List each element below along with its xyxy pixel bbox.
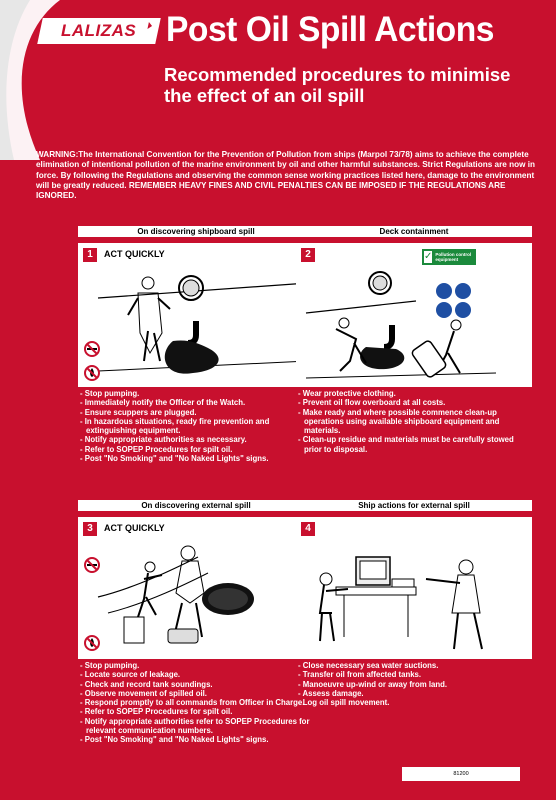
list-item: - Respond promptly to all commands from Officer in Charge.: [78, 698, 314, 707]
list-item: - Log oil spill movement.: [296, 698, 532, 707]
list-item: - Wear protective clothing.: [296, 389, 532, 398]
subtitle-line-2: the effect of an oil spill: [164, 85, 365, 106]
list-item: - Assess damage.: [296, 689, 532, 698]
eye-protection-icon: [455, 283, 471, 299]
no-smoking-icon: [84, 557, 100, 573]
brand-logo-text: LALIZAS: [61, 21, 137, 40]
list-item: - Check and record tank soundings.: [78, 680, 314, 689]
product-code: 81200: [402, 767, 520, 781]
hard-hat-icon: [436, 283, 452, 299]
checkmark-icon: ✓: [424, 251, 433, 262]
panel-shipboard-spill: [78, 226, 314, 463]
panel-header: Ship actions for external spill: [296, 500, 532, 511]
list-item: - Stop pumping.: [78, 661, 314, 670]
panel-illustration: [296, 243, 532, 387]
panel-external-spill: [78, 500, 314, 745]
step-number: 4: [301, 522, 315, 536]
act-quickly-label: ACT QUICKLY: [104, 249, 165, 259]
shipboard-spill-illustration: [78, 243, 314, 387]
ship-actions-illustration: [296, 517, 532, 659]
action-list: [296, 389, 532, 454]
no-naked-lights-icon: [84, 635, 100, 651]
panel-header: On discovering external spill: [78, 500, 314, 511]
step-number: 3: [83, 522, 97, 536]
list-item: - Post "No Smoking" and "No Naked Lights" signs.: [78, 735, 314, 744]
action-list: [296, 661, 532, 707]
list-item: - Post "No Smoking" and "No Naked Lights" signs.: [78, 454, 314, 463]
panel-illustration: [78, 243, 314, 387]
brand-logo: [37, 18, 161, 44]
step-number: 2: [301, 248, 315, 262]
list-item: - Prevent oil flow overboard at all costs.: [296, 398, 532, 407]
action-list: [78, 661, 314, 745]
equipment-label: Pollution control equipment: [435, 252, 472, 262]
warning-text: WARNING:The International Convention for the Prevention of Pollution from ships (Marpol 73/78) aims to achieve the complete elimination of intentional pollution of the marine environment by oil and other harmful substances. Strict Regulations are now in force. By following the Regulations and observing the common sense working practices listed here, damage to the environment will be greatly reduced. REMEMBER HEAVY FINES AND CIVIL PENALTIES CAN BE IMPOSED IF THE REGULATIONS ARE IGNORED.: [36, 150, 536, 201]
list-item: - Make ready and where possible commence clean-up operations using available shipboard equipment and materials.: [296, 408, 532, 436]
list-item: - Refer to SOPEP Procedures for spilt oil.: [78, 445, 314, 454]
list-item: - Ensure scuppers are plugged.: [78, 408, 314, 417]
act-quickly-label: ACT QUICKLY: [104, 523, 165, 533]
panel-illustration: [78, 517, 314, 659]
list-item: - Stop pumping.: [78, 389, 314, 398]
page-subtitle: [164, 64, 510, 106]
list-item: - Observe movement of spilled oil.: [78, 689, 314, 698]
panel-header: Deck containment: [296, 226, 532, 237]
list-item: - In hazardous situations, ready fire prevention and extinguishing equipment.: [78, 417, 314, 436]
list-item: - Refer to SOPEP Procedures for spilt oil.: [78, 707, 314, 716]
no-naked-lights-icon: [84, 365, 100, 381]
list-item: - Notify appropriate authorities as necessary.: [78, 435, 314, 444]
flag-icon: [144, 21, 154, 39]
ppe-icons: [436, 283, 471, 318]
list-item: - Manoeuvre up-wind or away from land.: [296, 680, 532, 689]
panel-deck-containment: [296, 226, 532, 454]
action-list: [78, 389, 314, 463]
list-item: - Notify appropriate authorities refer to SOPEP Procedures for relevant communication numbers.: [78, 717, 314, 736]
no-smoking-icon: [84, 341, 100, 357]
panel-illustration: [296, 517, 532, 659]
subtitle-line-1: Recommended procedures to minimise: [164, 64, 511, 85]
deck-containment-illustration: [296, 243, 532, 387]
external-spill-illustration: [78, 517, 314, 659]
pollution-control-sign: [422, 249, 476, 265]
panel-ship-actions-external: [296, 500, 532, 707]
step-number: 1: [83, 248, 97, 262]
list-item: - Locate source of leakage.: [78, 670, 314, 679]
list-item: - Transfer oil from affected tanks.: [296, 670, 532, 679]
protective-clothing-icon: [436, 302, 452, 318]
list-item: - Clean-up residue and materials must be carefully stowed prior to disposal.: [296, 435, 532, 454]
list-item: - Close necessary sea water suctions.: [296, 661, 532, 670]
gloves-icon: [455, 302, 471, 318]
list-item: - Immediately notify the Officer of the Watch.: [78, 398, 314, 407]
panel-header: On discovering shipboard spill: [78, 226, 314, 237]
page-title: Post Oil Spill Actions: [166, 10, 494, 49]
